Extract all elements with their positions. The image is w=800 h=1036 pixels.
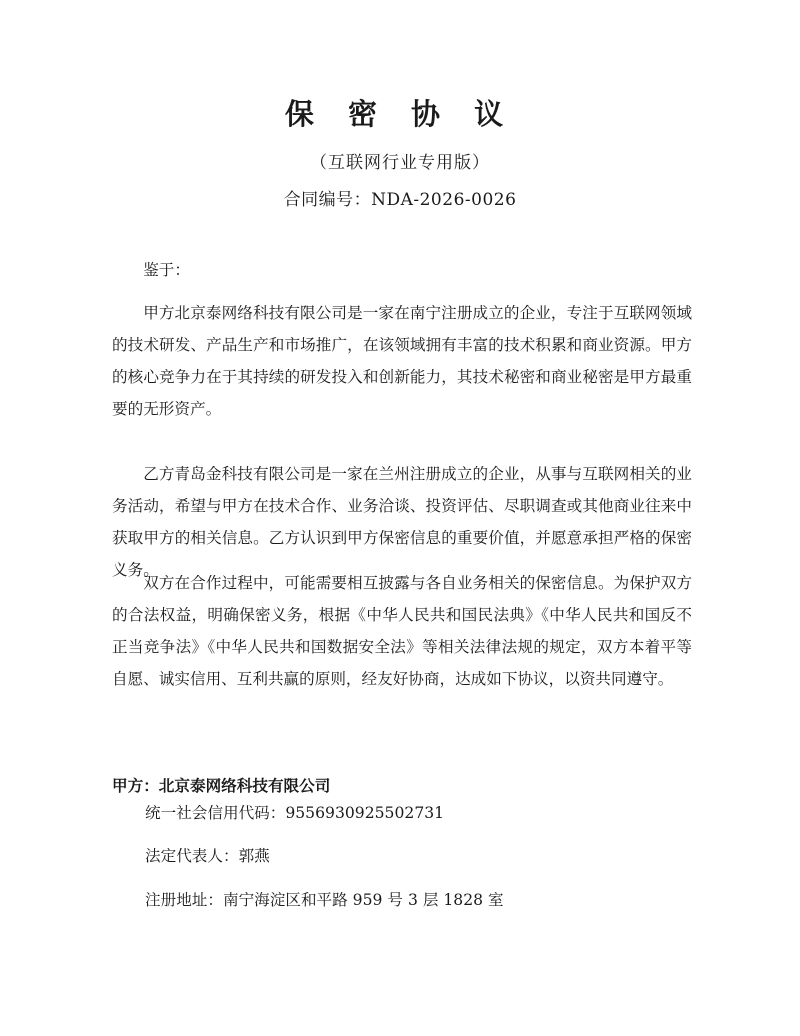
paragraph-party-a-intro: 甲方北京泰网络科技有限公司是一家在南宁注册成立的企业，专注于互联网领域的技术研发、产品生产和市场推广，在该领域拥有丰富的技术积累和商业资源。甲方的核心竞争力在于其持续的研发投入和创新能力，其技术秘密和商业秘密是甲方最重要的无形资产。 xyxy=(112,304,692,418)
party-a-credit-code: 统一社会信用代码：9556930925502731 xyxy=(145,804,445,822)
party-a-heading: 甲方：北京泰网络科技有限公司 xyxy=(112,777,331,795)
paragraph-party-b-intro: 乙方青岛金科技有限公司是一家在兰州注册成立的企业，从事与互联网相关的业务活动，希望与甲方在技术合作、业务洽谈、投资评估、尽职调查或其他商业往来中获取甲方的相关信息。乙方认识到甲方保密信息的重要价值，并愿意承担严格的保密义务。 xyxy=(112,465,692,579)
party-a-address: 注册地址：南宁海淀区和平路 959 号 3 层 1828 室 xyxy=(145,891,504,909)
contract-number: 合同编号：NDA-2026-0026 xyxy=(283,190,517,210)
party-a-legal-representative: 法定代表人：郭燕 xyxy=(145,847,270,865)
document-subtitle: （互联网行业专用版） xyxy=(310,153,490,173)
paragraph-purpose: 双方在合作过程中，可能需要相互披露与各自业务相关的保密信息。为保护双方的合法权益，明确保密义务，根据《中华人民共和国民法典》《中华人民共和国反不正当竞争法》《中华人民共和国数据安全法》等相关法律法规的规定，双方本着平等自愿、诚实信用、互利共赢的原则，经友好协商，达成如下协议，以资共同遵守。 xyxy=(112,574,692,688)
whereas-label: 鉴于： xyxy=(143,261,190,279)
document-title: 保 密 协 议 xyxy=(284,97,516,131)
